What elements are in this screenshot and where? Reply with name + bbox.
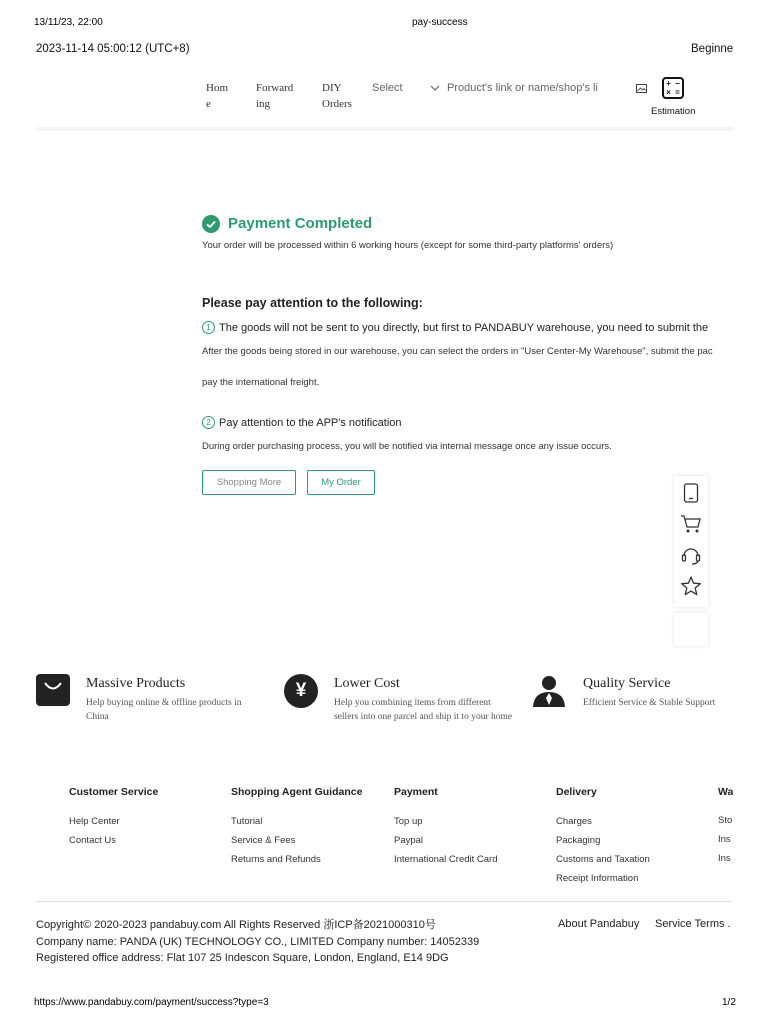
footer-col-payment-head: Payment: [394, 786, 438, 798]
about-pandabuy-link[interactable]: About Pandabuy: [558, 918, 640, 930]
footer-col-customer-service-head: Customer Service: [69, 786, 159, 798]
tablet-icon[interactable]: [674, 477, 708, 508]
nav-forwarding-label-2: ing: [256, 98, 271, 110]
feature-desc-lower-cost: Help you combining items from different sellers into one parcel and ship it to your home: [334, 698, 513, 722]
notice-2-description: During order purchasing process, you will be notified via internal message once any issue occurs.: [202, 441, 612, 452]
nav-forwarding-label-1: Forward: [256, 82, 294, 94]
copyright-block: [36, 917, 479, 967]
nav-home-label-2: e: [206, 98, 211, 110]
footer-col-warehouse-clip: [718, 786, 733, 896]
feature-title-massive: Massive Products: [86, 676, 186, 691]
feature-title-quality: Quality Service: [583, 676, 671, 691]
notice-1: [202, 321, 733, 334]
footer-link-tutorial[interactable]: Tutorial: [231, 816, 263, 827]
calc-glyph-plus: +: [666, 79, 671, 88]
notice-1-description-cont: pay the international freight.: [202, 377, 320, 388]
footer-col-delivery-head: Delivery: [556, 786, 597, 798]
feature-desc-quality: Efficient Service & Stable Support: [583, 698, 716, 708]
footer-link-packaging[interactable]: Packaging: [556, 835, 601, 846]
calc-glyph-times: ×: [666, 88, 671, 97]
print-datetime: 13/11/23, 22:00: [34, 17, 103, 28]
print-url: https://www.pandabuy.com/payment/success?type=3: [34, 997, 269, 1008]
floating-toolbar: [674, 476, 708, 607]
footer-link-warehouse-3[interactable]: Ins: [718, 853, 731, 864]
footer-divider: [36, 901, 733, 902]
footer-col-warehouse-head: Wa: [718, 786, 733, 798]
number-2-icon: 2: [202, 416, 215, 429]
search-type-select[interactable]: Select: [372, 82, 403, 94]
footer-col-delivery: [556, 812, 650, 888]
nav-forwarding[interactable]: [256, 80, 293, 112]
footer-link-customs-taxation[interactable]: Customs and Taxation: [556, 854, 650, 865]
footer-col-payment: [394, 812, 498, 869]
nav-diy-label-1: DIY: [322, 82, 342, 94]
service-terms-link[interactable]: Service Terms .: [655, 918, 731, 930]
feature-desc-massive: Help buying online & offline products in China: [86, 698, 242, 722]
payment-completed-title: Payment Completed: [228, 215, 373, 232]
footer-link-paypal[interactable]: Paypal: [394, 835, 424, 846]
notice-1-title: The goods will not be sent to you directly, but first to PANDABUY warehouse, you need to submit the: [219, 322, 709, 334]
service-person-icon: [532, 674, 566, 708]
star-icon[interactable]: [674, 570, 708, 601]
calc-glyph-equals: =: [675, 88, 680, 97]
shopping-bag-icon: [36, 674, 70, 706]
nav-home[interactable]: [206, 80, 228, 112]
footer-link-top-up[interactable]: Top up: [394, 816, 423, 827]
shopping-more-button[interactable]: Shopping More: [202, 470, 296, 495]
processing-note: Your order will be processed within 6 working hours (except for some third-party platforms' orders): [202, 240, 614, 251]
notice-2: [202, 416, 402, 429]
header-divider: [36, 127, 733, 131]
footer-link-returns-refunds[interactable]: Returns and Refunds: [231, 854, 321, 865]
footer-link-warehouse-2[interactable]: Ins: [718, 834, 731, 845]
print-doc-title: pay-success: [412, 17, 468, 28]
chevron-down-icon[interactable]: [430, 85, 440, 92]
beginner-link[interactable]: Beginne: [691, 43, 734, 55]
service-terms-clip: [655, 918, 733, 930]
feature-title-lower-cost: Lower Cost: [334, 676, 400, 691]
calc-glyph-minus: −: [675, 79, 680, 88]
attention-heading: Please pay attention to the following:: [202, 296, 423, 310]
footer-link-service-fees[interactable]: Service & Fees: [231, 835, 296, 846]
server-time: 2023-11-14 05:00:12 (UTC+8): [36, 43, 190, 55]
footer-col-guidance: [231, 812, 321, 869]
yuan-icon: ¥: [284, 674, 318, 708]
footer-link-warehouse-1[interactable]: Sto: [718, 815, 733, 826]
footer-col-customer-service: [69, 812, 120, 850]
nav-home-label-1: Hom: [206, 82, 228, 94]
search-input[interactable]: Product's link or name/shop's li: [447, 82, 598, 94]
cart-icon[interactable]: [674, 508, 708, 539]
footer-link-help-center[interactable]: Help Center: [69, 816, 120, 827]
notice-2-title: Pay attention to the APP's notification: [219, 417, 402, 429]
my-order-button[interactable]: My Order: [307, 470, 375, 495]
footer-link-receipt-info[interactable]: Receipt Information: [556, 873, 639, 884]
notice-1-description: After the goods being stored in our warehouse, you can select the orders in "User Center-My Warehouse", submit the pac: [202, 346, 713, 357]
back-to-top-button[interactable]: [674, 613, 708, 646]
print-page-number: 1/2: [722, 997, 736, 1008]
calculator-icon[interactable]: [662, 77, 684, 99]
check-circle-icon: [202, 215, 220, 233]
copyright-line: Copyright© 2020-2023 pandabuy.com All Rights Reserved 浙ICP备2021000310号: [36, 919, 436, 931]
number-1-icon: 1: [202, 321, 215, 334]
footer-link-charges[interactable]: Charges: [556, 816, 592, 827]
image-search-icon[interactable]: [636, 84, 647, 93]
address-line: Registered office address: Flat 107 25 Indescon Square, London, England, E14 9DG: [36, 952, 449, 964]
headset-icon[interactable]: [674, 539, 708, 570]
footer-col-guidance-head: Shopping Agent Guidance: [231, 786, 363, 798]
footer-link-contact-us[interactable]: Contact Us: [69, 835, 116, 846]
estimation-label[interactable]: Estimation: [651, 106, 696, 117]
nav-diy-orders[interactable]: [322, 80, 352, 112]
company-line: Company name: PANDA (UK) TECHNOLOGY CO., LIMITED Company number: 14052339: [36, 935, 480, 948]
nav-diy-label-2: Orders: [322, 98, 352, 110]
footer-link-credit-card[interactable]: International Credit Card: [394, 854, 498, 865]
